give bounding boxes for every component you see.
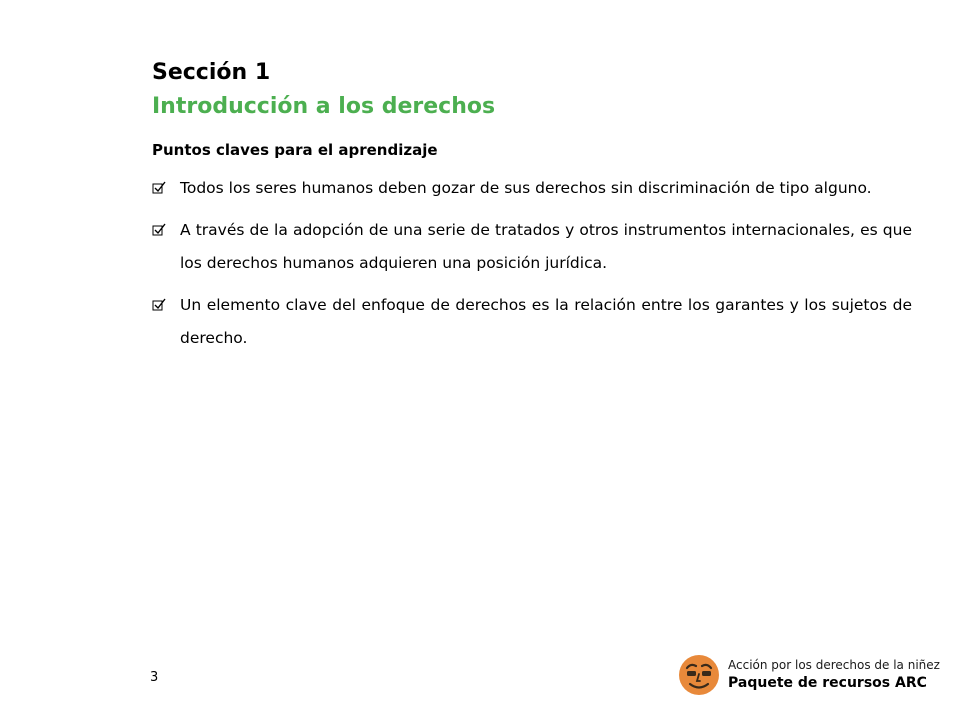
list-item — [152, 214, 912, 280]
page-number: 3 — [150, 670, 159, 685]
list-item — [152, 289, 912, 355]
key-point-text: Todos los seres humanos deben gozar de sus derechos sin discriminación de tipo alguno. — [180, 179, 872, 197]
footer-brand — [678, 654, 940, 696]
checkbox-icon — [152, 289, 180, 312]
checkbox-icon — [152, 214, 180, 237]
brand-name: Paquete de recursos ARC — [728, 675, 927, 691]
page-title: Introducción a los derechos — [152, 94, 496, 119]
arc-face-logo-icon — [678, 654, 720, 696]
brand-tagline: Acción por los derechos de la niñez — [728, 658, 940, 672]
key-points-list — [152, 172, 912, 364]
list-item — [152, 172, 912, 205]
key-points-heading: Puntos claves para el aprendizaje — [152, 141, 438, 159]
checkbox-icon — [152, 172, 180, 195]
key-point-text: A través de la adopción de una serie de tratados y otros instrumentos internacionales, es que los derechos humanos adquieren una posición jurídica. — [180, 221, 912, 272]
key-point-text: Un elemento clave del enfoque de derechos es la relación entre los garantes y los sujetos de derecho. — [180, 296, 912, 347]
section-label: Sección 1 — [152, 60, 271, 85]
